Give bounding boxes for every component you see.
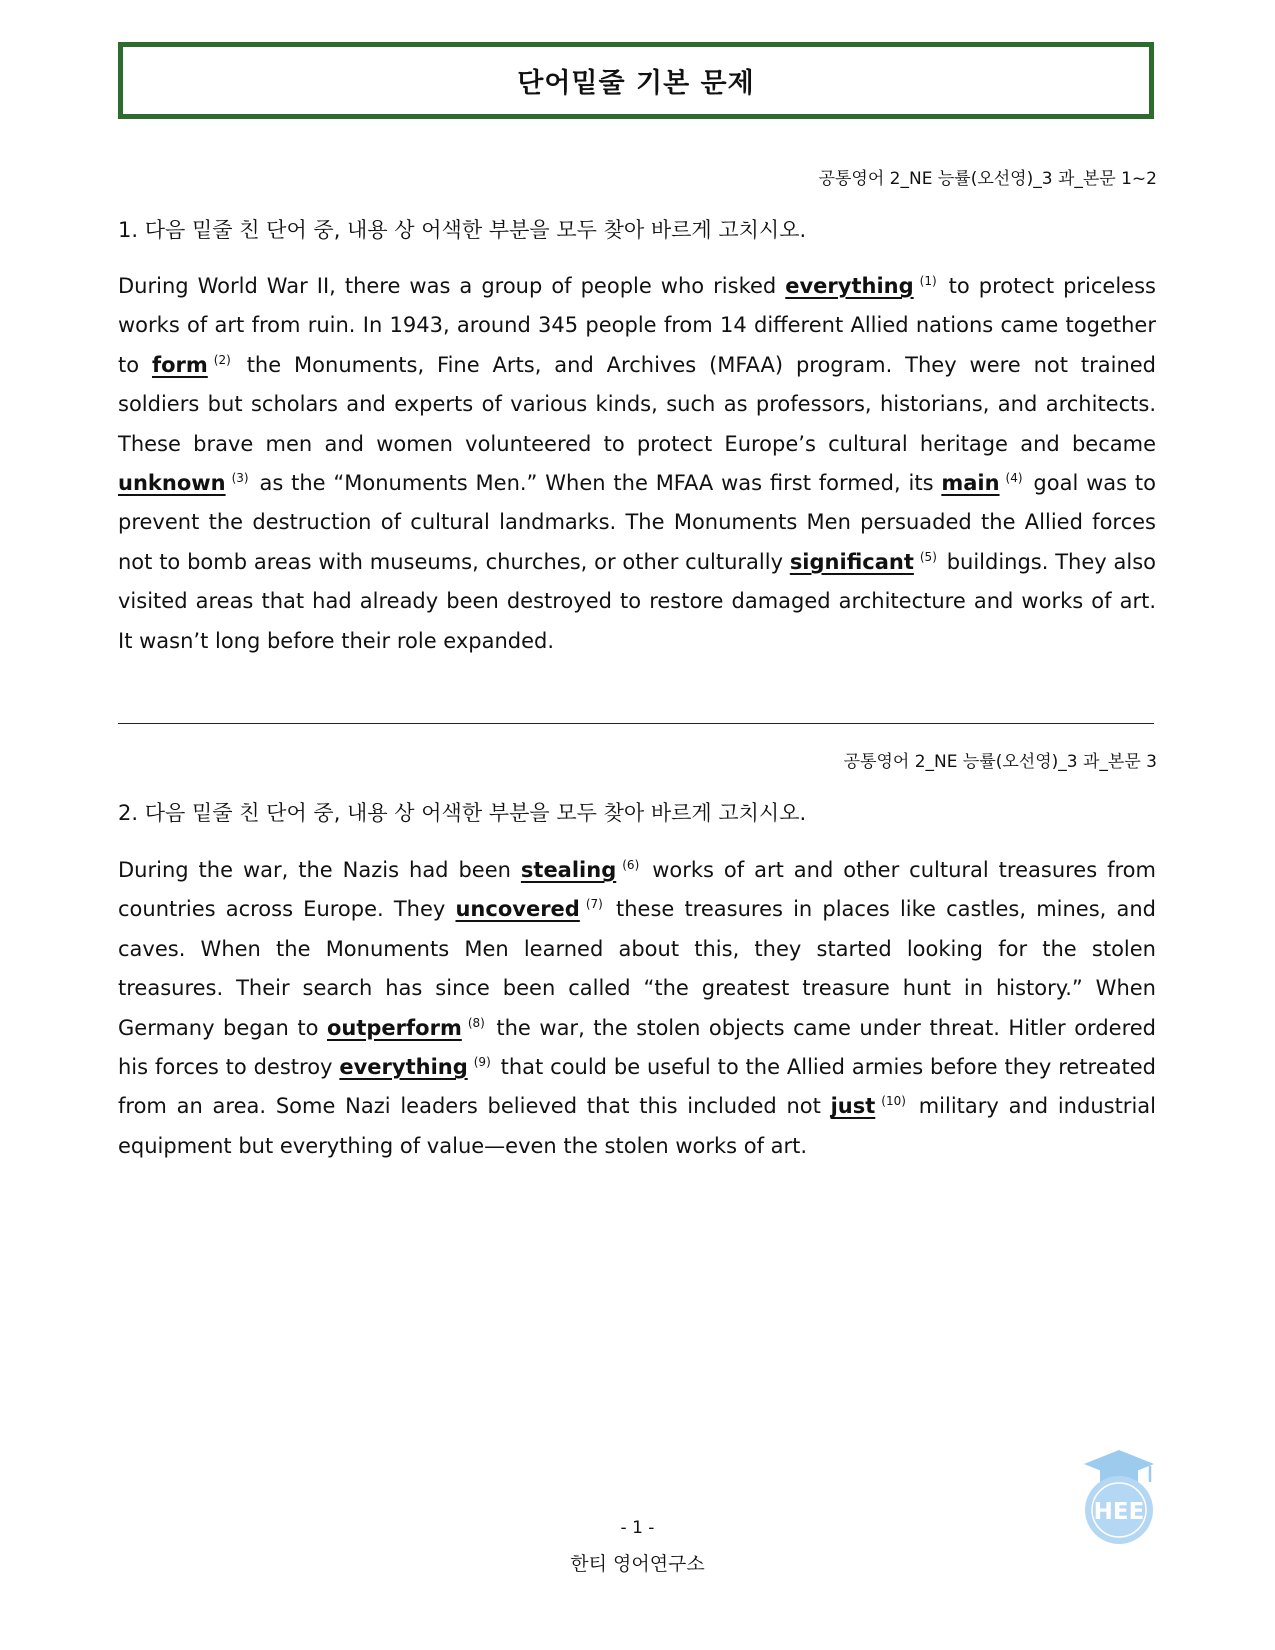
marker-5: (5) [919,549,937,564]
passage-text: that could be useful to the Allied armies before they retreated from an area. Some Nazi leaders believed that this included not [118,1055,1157,1119]
passage-text: the Monuments, Fine Arts, and Archives (MFAA) program. They were not trained soldiers but scholars and experts of various kinds, such as professors, historians, and architects. These brave men and women volunteered to protect Europe’s cultural heritage and became [118,352,1156,456]
underlined-word-4: main [941,471,1000,496]
marker-6: (6) [622,858,640,872]
marker-7: (7) [585,897,603,912]
passage-text: as the “Monuments Men.” When the MFAA was first formed, its [259,471,942,496]
passage-text: During World War II, there was a group of people who risked [118,274,786,298]
passage-text: goal was to prevent the destruction of cultural landmarks. The Monuments Men persuaded the Allied forces not to bomb areas with museums, churches, or other culturally [118,471,1156,574]
section-divider [118,723,1154,724]
marker-2: (2) [213,352,231,367]
marker-4: (4) [1005,471,1023,486]
marker-10: (10) [881,1094,906,1109]
title-box [118,42,1154,119]
underlined-word-1: everything [785,274,914,298]
marker-8: (8) [467,1015,485,1030]
passage-text: works of art and other cultural treasures from countries across Europe. They [118,858,1156,922]
underlined-word-3: unknown [118,471,226,496]
underlined-word-7: uncovered [455,897,580,922]
passage-text: these treasures in places like castles, mines, and caves. When the Monuments Men learned about this, they started looking for the stolen treasures. Their search has since been called “the greatest treasure hunt in history.” When Germany began to [118,897,1156,1040]
page-title: 단어밑줄 기본 문제 [517,68,755,99]
q2-question: 2. 다음 밑줄 친 단어 중, 내용 상 어색한 부분을 모두 찾아 바르게 고치시오. [118,801,807,825]
underlined-word-5: significant [789,549,914,574]
q1-question: 1. 다음 밑줄 친 단어 중, 내용 상 어색한 부분을 모두 찾아 바르게 고치시오. [118,218,807,242]
passage-text: to protect priceless works of art from ruin. In 1943, around 345 people from 14 different Allied nations came together to [118,274,1156,377]
page-number: - 1 - [620,1518,655,1538]
underlined-word-6: stealing [520,858,617,882]
passage-text: the war, the stolen objects came under threat. Hitler ordered his forces to destroy [118,1015,1156,1080]
marker-9: (9) [473,1055,491,1070]
underlined-word-10: just [830,1094,876,1119]
q2-passage [118,851,1156,1166]
q1-source: 공통영어 2_NE 능률(오선영)_3 과_본문 1~2 [818,169,1157,189]
passage-text: military and industrial equipment but everything of value—even the stolen works of art. [118,1094,1156,1158]
q1-passage [118,267,1156,661]
logo-text: HEE [1093,1499,1145,1525]
underlined-word-8: outperform [326,1015,462,1040]
marker-3: (3) [231,471,249,486]
passage-text: During the war, the Nazis had been [118,858,521,882]
q2-source: 공통영어 2_NE 능률(오선영)_3 과_본문 3 [843,752,1157,772]
underlined-word-2: form [151,352,208,377]
footer-org: 한티 영어연구소 [570,1553,705,1575]
passage-text: buildings. They also visited areas that had already been destroyed to restore damaged architecture and works of art. It wasn’t long before their role expanded. [118,549,1157,653]
marker-1: (1) [919,274,937,288]
underlined-word-9: everything [339,1055,468,1080]
